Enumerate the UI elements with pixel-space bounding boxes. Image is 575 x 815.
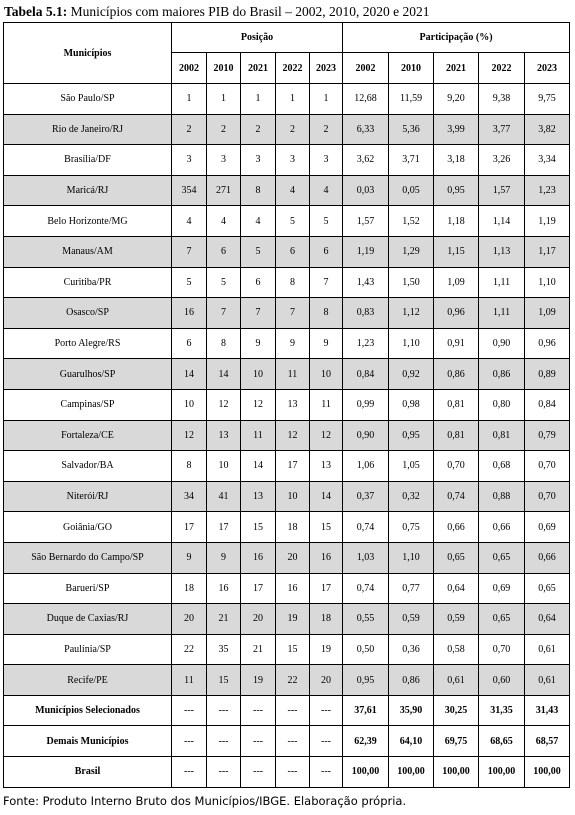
posicao-cell: 2 — [207, 114, 241, 145]
posicao-cell: 5 — [172, 267, 207, 298]
posicao-cell: 2 — [172, 114, 207, 145]
posicao-cell: 10 — [276, 481, 310, 512]
participacao-cell: 0,75 — [389, 512, 434, 543]
posicao-cell: 271 — [207, 175, 241, 206]
participacao-cell: 0,69 — [479, 573, 525, 604]
posicao-cell: 10 — [207, 451, 241, 482]
posicao-cell: --- — [310, 695, 343, 726]
posicao-cell: 20 — [172, 604, 207, 635]
posicao-cell: 11 — [241, 420, 276, 451]
participacao-cell: 3,26 — [479, 145, 525, 176]
participacao-cell: 0,96 — [434, 298, 479, 329]
participacao-cell: 1,50 — [389, 267, 434, 298]
summary-label: Brasil — [4, 757, 172, 788]
participacao-cell: 0,59 — [434, 604, 479, 635]
municipio-name: Curitiba/PR — [4, 267, 172, 298]
participacao-cell: 0,36 — [389, 634, 434, 665]
posicao-cell: 10 — [310, 359, 343, 390]
participacao-cell: 0,65 — [434, 542, 479, 573]
posicao-cell: 5 — [241, 236, 276, 267]
participacao-cell: 62,39 — [343, 726, 389, 757]
posicao-cell: 354 — [172, 175, 207, 206]
participacao-cell: 0,58 — [434, 634, 479, 665]
caption-text: Municípios com maiores PIB do Brasil – 2002, 2010, 2020 e 2021 — [70, 4, 430, 19]
table-row — [4, 389, 570, 420]
posicao-cell: 7 — [310, 267, 343, 298]
posicao-cell: 17 — [241, 573, 276, 604]
participacao-cell: 0,55 — [343, 604, 389, 635]
municipio-name: Rio de Janeiro/RJ — [4, 114, 172, 145]
participacao-cell: 0,03 — [343, 175, 389, 206]
posicao-cell: 34 — [172, 481, 207, 512]
participacao-cell: 1,19 — [343, 236, 389, 267]
posicao-cell: 14 — [241, 451, 276, 482]
posicao-cell: 16 — [276, 573, 310, 604]
posicao-cell: 4 — [241, 206, 276, 237]
participacao-cell: 37,61 — [343, 695, 389, 726]
posicao-cell: 17 — [276, 451, 310, 482]
participacao-cell: 0,74 — [343, 573, 389, 604]
summary-row — [4, 757, 570, 788]
posicao-cell: --- — [241, 726, 276, 757]
posicao-cell: 5 — [310, 206, 343, 237]
municipio-name: Niterói/RJ — [4, 481, 172, 512]
participacao-cell: 1,10 — [389, 542, 434, 573]
header-year-part: 2002 — [343, 53, 389, 84]
participacao-cell: 100,00 — [389, 757, 434, 788]
table-row — [4, 420, 570, 451]
participacao-cell: 0,66 — [479, 512, 525, 543]
participacao-cell: 0,64 — [434, 573, 479, 604]
participacao-cell: 64,10 — [389, 726, 434, 757]
participacao-cell: 0,61 — [434, 665, 479, 696]
participacao-cell: 0,66 — [525, 542, 570, 573]
posicao-cell: 3 — [207, 145, 241, 176]
posicao-cell: 12 — [276, 420, 310, 451]
posicao-cell: 9 — [310, 328, 343, 359]
participacao-cell: 3,62 — [343, 145, 389, 176]
posicao-cell: 3 — [276, 145, 310, 176]
participacao-cell: 1,09 — [525, 298, 570, 329]
posicao-cell: 15 — [207, 665, 241, 696]
posicao-cell: 16 — [207, 573, 241, 604]
posicao-cell: 35 — [207, 634, 241, 665]
municipio-name: Goiânia/GO — [4, 512, 172, 543]
participacao-cell: 3,82 — [525, 114, 570, 145]
header-municipios: Municípios — [4, 23, 172, 84]
participacao-cell: 0,98 — [389, 389, 434, 420]
table-row — [4, 665, 570, 696]
participacao-cell: 3,18 — [434, 145, 479, 176]
posicao-cell: 1 — [276, 84, 310, 115]
participacao-cell: 0,50 — [343, 634, 389, 665]
table-row — [4, 328, 570, 359]
posicao-cell: 21 — [207, 604, 241, 635]
participacao-cell: 30,25 — [434, 695, 479, 726]
posicao-cell: --- — [172, 726, 207, 757]
posicao-cell: 7 — [172, 236, 207, 267]
posicao-cell: 6 — [172, 328, 207, 359]
municipio-name: Osasco/SP — [4, 298, 172, 329]
posicao-cell: 14 — [207, 359, 241, 390]
participacao-cell: 1,15 — [434, 236, 479, 267]
participacao-cell: 68,65 — [479, 726, 525, 757]
municipio-name: São Bernardo do Campo/SP — [4, 542, 172, 573]
municipio-name: Porto Alegre/RS — [4, 328, 172, 359]
posicao-cell: 1 — [207, 84, 241, 115]
header-year-part: 2010 — [389, 53, 434, 84]
header-participacao: Participação (%) — [343, 23, 570, 53]
participacao-cell: 0,60 — [479, 665, 525, 696]
posicao-cell: 20 — [310, 665, 343, 696]
table-row — [4, 236, 570, 267]
participacao-cell: 0,81 — [434, 420, 479, 451]
participacao-cell: 0,70 — [479, 634, 525, 665]
participacao-cell: 0,90 — [343, 420, 389, 451]
participacao-cell: 9,38 — [479, 84, 525, 115]
table-row — [4, 481, 570, 512]
participacao-cell: 0,91 — [434, 328, 479, 359]
participacao-cell: 0,77 — [389, 573, 434, 604]
participacao-cell: 0,37 — [343, 481, 389, 512]
participacao-cell: 0,69 — [525, 512, 570, 543]
table-row — [4, 634, 570, 665]
participacao-cell: 69,75 — [434, 726, 479, 757]
participacao-cell: 0,61 — [525, 634, 570, 665]
participacao-cell: 1,23 — [525, 175, 570, 206]
posicao-cell: --- — [310, 757, 343, 788]
posicao-cell: 11 — [172, 665, 207, 696]
participacao-cell: 0,89 — [525, 359, 570, 390]
participacao-cell: 0,65 — [479, 604, 525, 635]
posicao-cell: 12 — [241, 389, 276, 420]
municipio-name: Brasília/DF — [4, 145, 172, 176]
participacao-cell: 0,90 — [479, 328, 525, 359]
posicao-cell: 2 — [276, 114, 310, 145]
posicao-cell: 9 — [207, 542, 241, 573]
posicao-cell: 8 — [310, 298, 343, 329]
participacao-cell: 0,81 — [479, 420, 525, 451]
posicao-cell: 9 — [172, 542, 207, 573]
posicao-cell: 9 — [241, 328, 276, 359]
posicao-cell: 20 — [241, 604, 276, 635]
posicao-cell: 6 — [207, 236, 241, 267]
summary-row — [4, 726, 570, 757]
participacao-cell: 0,64 — [525, 604, 570, 635]
table-row — [4, 84, 570, 115]
posicao-cell: 3 — [310, 145, 343, 176]
posicao-cell: 18 — [310, 604, 343, 635]
posicao-cell: 13 — [241, 481, 276, 512]
participacao-cell: 0,84 — [525, 389, 570, 420]
posicao-cell: 4 — [207, 206, 241, 237]
posicao-cell: --- — [241, 695, 276, 726]
table-row — [4, 145, 570, 176]
posicao-cell: 14 — [310, 481, 343, 512]
posicao-cell: 8 — [172, 451, 207, 482]
participacao-cell: 0,95 — [343, 665, 389, 696]
posicao-cell: 22 — [276, 665, 310, 696]
municipio-name: Fortaleza/CE — [4, 420, 172, 451]
municipio-name: Salvador/BA — [4, 451, 172, 482]
participacao-cell: 0,32 — [389, 481, 434, 512]
posicao-cell: --- — [276, 726, 310, 757]
participacao-cell: 1,19 — [525, 206, 570, 237]
participacao-cell: 12,68 — [343, 84, 389, 115]
posicao-cell: 13 — [276, 389, 310, 420]
header-year-part: 2023 — [525, 53, 570, 84]
participacao-cell: 1,09 — [434, 267, 479, 298]
participacao-cell: 1,43 — [343, 267, 389, 298]
posicao-cell: 4 — [276, 175, 310, 206]
posicao-cell: 1 — [172, 84, 207, 115]
participacao-cell: 1,10 — [389, 328, 434, 359]
header-year-pos: 2023 — [310, 53, 343, 84]
posicao-cell: 19 — [310, 634, 343, 665]
caption-label: Tabela 5.1: — [4, 4, 68, 19]
municipio-name: Barueri/SP — [4, 573, 172, 604]
posicao-cell: 12 — [172, 420, 207, 451]
participacao-cell: 0,70 — [434, 451, 479, 482]
posicao-cell: 8 — [276, 267, 310, 298]
participacao-cell: 0,05 — [389, 175, 434, 206]
posicao-cell: --- — [276, 695, 310, 726]
municipio-name: Duque de Caxias/RJ — [4, 604, 172, 635]
posicao-cell: 18 — [276, 512, 310, 543]
municipio-name: Campinas/SP — [4, 389, 172, 420]
posicao-cell: 7 — [276, 298, 310, 329]
posicao-cell: 16 — [310, 542, 343, 573]
posicao-cell: 10 — [241, 359, 276, 390]
posicao-cell: --- — [207, 695, 241, 726]
header-year-pos: 2010 — [207, 53, 241, 84]
summary-row — [4, 695, 570, 726]
participacao-cell: 0,86 — [389, 665, 434, 696]
table-row — [4, 175, 570, 206]
posicao-cell: 17 — [207, 512, 241, 543]
participacao-cell: 1,11 — [479, 267, 525, 298]
posicao-cell: 7 — [207, 298, 241, 329]
participacao-cell: 0,74 — [434, 481, 479, 512]
participacao-cell: 3,34 — [525, 145, 570, 176]
posicao-cell: 16 — [241, 542, 276, 573]
participacao-cell: 3,77 — [479, 114, 525, 145]
participacao-cell: 100,00 — [525, 757, 570, 788]
posicao-cell: 4 — [172, 206, 207, 237]
table-body — [4, 84, 570, 788]
posicao-cell: 2 — [310, 114, 343, 145]
participacao-cell: 1,29 — [389, 236, 434, 267]
municipio-name: Manaus/AM — [4, 236, 172, 267]
participacao-cell: 0,66 — [434, 512, 479, 543]
table-row — [4, 298, 570, 329]
header-year-part: 2022 — [479, 53, 525, 84]
participacao-cell: 1,06 — [343, 451, 389, 482]
posicao-cell: 13 — [310, 451, 343, 482]
posicao-cell: 17 — [310, 573, 343, 604]
participacao-cell: 0,86 — [434, 359, 479, 390]
participacao-cell: 0,88 — [479, 481, 525, 512]
participacao-cell: 9,20 — [434, 84, 479, 115]
table-row — [4, 512, 570, 543]
participacao-cell: 1,12 — [389, 298, 434, 329]
participacao-cell: 1,03 — [343, 542, 389, 573]
municipio-name: Recife/PE — [4, 665, 172, 696]
posicao-cell: --- — [310, 726, 343, 757]
participacao-cell: 35,90 — [389, 695, 434, 726]
participacao-cell: 9,75 — [525, 84, 570, 115]
participacao-cell: 1,23 — [343, 328, 389, 359]
participacao-cell: 0,70 — [525, 481, 570, 512]
posicao-cell: 12 — [310, 420, 343, 451]
participacao-cell: 0,92 — [389, 359, 434, 390]
posicao-cell: 13 — [207, 420, 241, 451]
participacao-cell: 1,57 — [479, 175, 525, 206]
municipio-name: Belo Horizonte/MG — [4, 206, 172, 237]
table-row — [4, 267, 570, 298]
participacao-cell: 1,57 — [343, 206, 389, 237]
posicao-cell: 6 — [276, 236, 310, 267]
posicao-cell: 11 — [276, 359, 310, 390]
participacao-cell: 0,95 — [434, 175, 479, 206]
table-row — [4, 359, 570, 390]
table-header — [4, 23, 570, 84]
summary-label: Municípios Selecionados — [4, 695, 172, 726]
posicao-cell: 15 — [276, 634, 310, 665]
posicao-cell: 5 — [207, 267, 241, 298]
table-row — [4, 451, 570, 482]
posicao-cell: 6 — [241, 267, 276, 298]
posicao-cell: 1 — [241, 84, 276, 115]
source-note: Fonte: Produto Interno Bruto dos Municípios/IBGE. Elaboração própria. — [3, 794, 407, 808]
header-year-pos: 2002 — [172, 53, 207, 84]
participacao-cell: 0,99 — [343, 389, 389, 420]
table-caption — [4, 4, 572, 20]
participacao-cell: 0,84 — [343, 359, 389, 390]
header-year-part: 2021 — [434, 53, 479, 84]
participacao-cell: 68,57 — [525, 726, 570, 757]
posicao-cell: 18 — [172, 573, 207, 604]
posicao-cell: 2 — [241, 114, 276, 145]
participacao-cell: 0,81 — [434, 389, 479, 420]
participacao-cell: 0,96 — [525, 328, 570, 359]
summary-label: Demais Municípios — [4, 726, 172, 757]
posicao-cell: --- — [241, 757, 276, 788]
participacao-cell: 11,59 — [389, 84, 434, 115]
participacao-cell: 31,43 — [525, 695, 570, 726]
posicao-cell: 3 — [241, 145, 276, 176]
participacao-cell: 1,17 — [525, 236, 570, 267]
gdp-table — [3, 22, 570, 788]
participacao-cell: 0,86 — [479, 359, 525, 390]
posicao-cell: 4 — [310, 175, 343, 206]
participacao-cell: 0,65 — [525, 573, 570, 604]
posicao-cell: 12 — [207, 389, 241, 420]
posicao-cell: --- — [172, 695, 207, 726]
posicao-cell: 15 — [310, 512, 343, 543]
participacao-cell: 31,35 — [479, 695, 525, 726]
municipio-name: São Paulo/SP — [4, 84, 172, 115]
participacao-cell: 1,10 — [525, 267, 570, 298]
participacao-cell: 0,70 — [525, 451, 570, 482]
posicao-cell: --- — [207, 757, 241, 788]
posicao-cell: 11 — [310, 389, 343, 420]
participacao-cell: 0,61 — [525, 665, 570, 696]
posicao-cell: 8 — [241, 175, 276, 206]
posicao-cell: 1 — [310, 84, 343, 115]
participacao-cell: 0,59 — [389, 604, 434, 635]
header-year-pos: 2021 — [241, 53, 276, 84]
posicao-cell: 15 — [241, 512, 276, 543]
posicao-cell: 8 — [207, 328, 241, 359]
participacao-cell: 100,00 — [479, 757, 525, 788]
participacao-cell: 1,18 — [434, 206, 479, 237]
participacao-cell: 0,68 — [479, 451, 525, 482]
posicao-cell: --- — [172, 757, 207, 788]
participacao-cell: 3,71 — [389, 145, 434, 176]
participacao-cell: 100,00 — [343, 757, 389, 788]
participacao-cell: 5,36 — [389, 114, 434, 145]
participacao-cell: 0,65 — [479, 542, 525, 573]
posicao-cell: 19 — [276, 604, 310, 635]
posicao-cell: 5 — [276, 206, 310, 237]
posicao-cell: 41 — [207, 481, 241, 512]
municipio-name: Maricá/RJ — [4, 175, 172, 206]
posicao-cell: 20 — [276, 542, 310, 573]
participacao-cell: 100,00 — [434, 757, 479, 788]
posicao-cell: 14 — [172, 359, 207, 390]
posicao-cell: --- — [276, 757, 310, 788]
table-row — [4, 114, 570, 145]
participacao-cell: 1,05 — [389, 451, 434, 482]
participacao-cell: 0,74 — [343, 512, 389, 543]
posicao-cell: 10 — [172, 389, 207, 420]
table-row — [4, 206, 570, 237]
header-year-pos: 2022 — [276, 53, 310, 84]
posicao-cell: 19 — [241, 665, 276, 696]
posicao-cell: --- — [207, 726, 241, 757]
participacao-cell: 0,80 — [479, 389, 525, 420]
posicao-cell: 6 — [310, 236, 343, 267]
participacao-cell: 0,83 — [343, 298, 389, 329]
posicao-cell: 7 — [241, 298, 276, 329]
table-row — [4, 542, 570, 573]
posicao-cell: 9 — [276, 328, 310, 359]
participacao-cell: 1,11 — [479, 298, 525, 329]
participacao-cell: 0,79 — [525, 420, 570, 451]
municipio-name: Guarulhos/SP — [4, 359, 172, 390]
posicao-cell: 16 — [172, 298, 207, 329]
header-posicao: Posição — [172, 23, 343, 53]
participacao-cell: 1,52 — [389, 206, 434, 237]
posicao-cell: 22 — [172, 634, 207, 665]
table-row — [4, 573, 570, 604]
posicao-cell: 21 — [241, 634, 276, 665]
participacao-cell: 6,33 — [343, 114, 389, 145]
posicao-cell: 3 — [172, 145, 207, 176]
table-row — [4, 604, 570, 635]
posicao-cell: 17 — [172, 512, 207, 543]
municipio-name: Paulínia/SP — [4, 634, 172, 665]
participacao-cell: 1,13 — [479, 236, 525, 267]
participacao-cell: 0,95 — [389, 420, 434, 451]
participacao-cell: 3,99 — [434, 114, 479, 145]
participacao-cell: 1,14 — [479, 206, 525, 237]
